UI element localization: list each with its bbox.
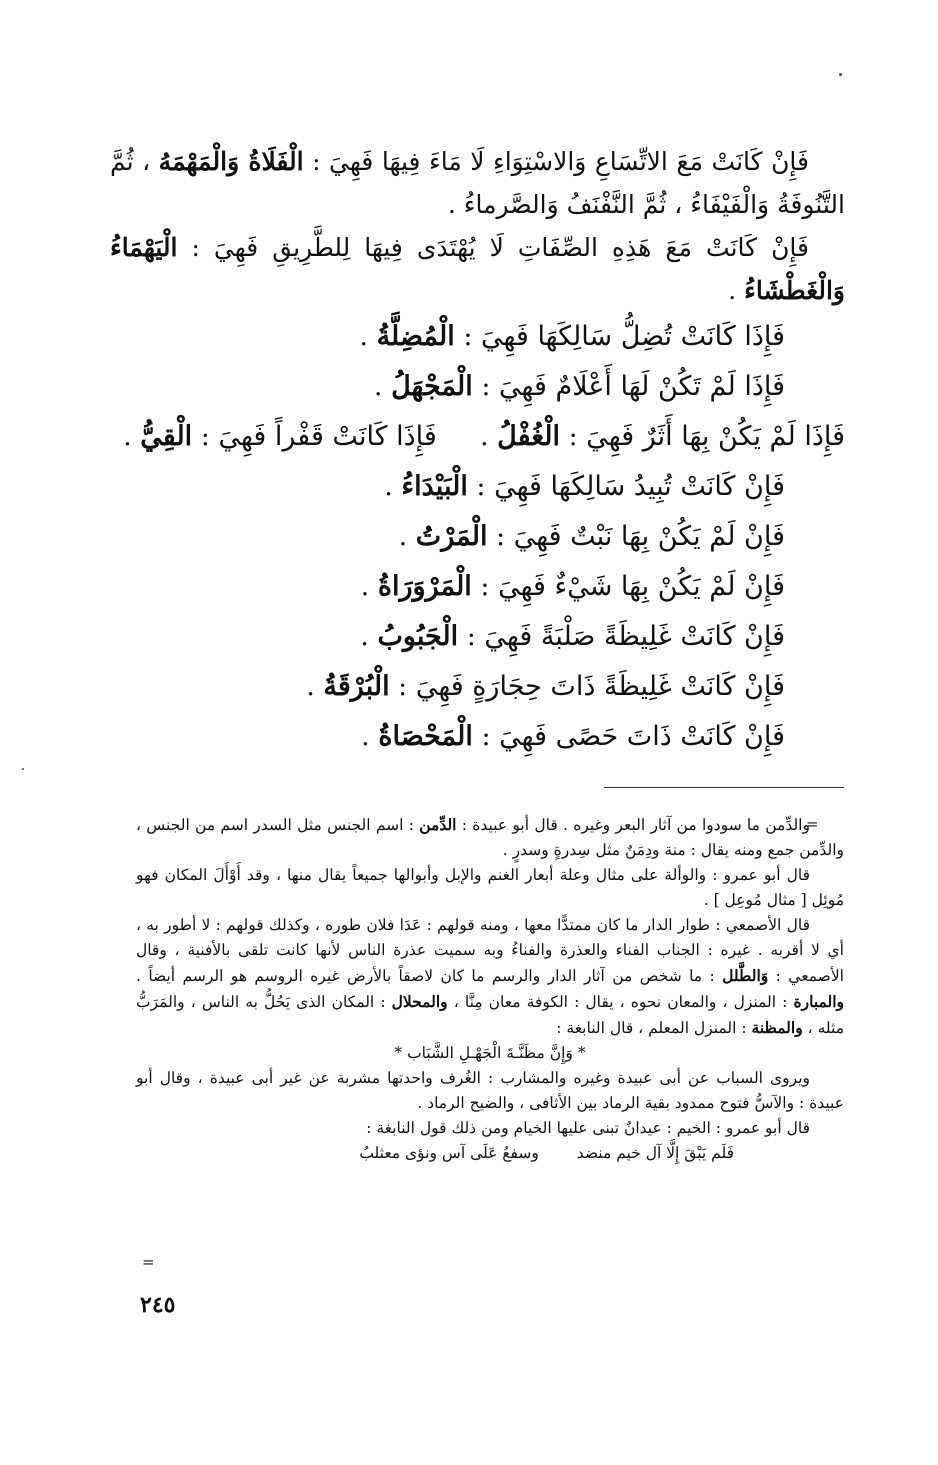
definition-line (110, 362, 845, 412)
definition-line (110, 312, 845, 362)
paragraph (110, 140, 845, 226)
headword: الْمُضِلَّةُ (376, 321, 455, 352)
line-text: فَإِذَا كَانَتْ تُضِلُّ سَالِكَهَا فَهِيَ : (463, 321, 785, 352)
footnote-headword: والمبارة (793, 992, 844, 1011)
definition-list (110, 312, 845, 762)
footnote-text: : ما شخص من آثار الدار والرسم ما كان لاصقاً بالأرض غيره الروسم هو الرسم أيضاً . (136, 967, 715, 985)
paragraph-text: فَإِنْ كَانَتْ مَعَ هَذِهِ الصِّفَاتِ لَا يُهْتَدَى فِيهَا لِلطَّرِيقِ فَهِيَ : (191, 233, 809, 262)
line-end: . (123, 421, 132, 452)
footnote: قال أبو عمرو : والوألة على مثال وعلة أبعار الغنم والإبل وأبوالها جميعاً يقال منها ، وقد أَوْأَلَ المكان فهو مُوئِل [ مثال مُوعِل ] . (136, 866, 844, 909)
headword: الْبُرْقَةُ (323, 671, 390, 702)
definition-line (110, 612, 845, 662)
line-end: . (361, 721, 370, 752)
paragraph (110, 226, 845, 312)
main-text (110, 140, 845, 762)
paragraph-text: . (728, 276, 737, 305)
definition-line (110, 412, 845, 462)
footnote-headword: والمحلال (391, 992, 448, 1011)
line-end: . (360, 621, 369, 652)
scan-speck (839, 73, 842, 76)
footnote-text: والدِّمن ما سودوا من آثار البعر وغيره . قال أبو عبيدة : (461, 816, 810, 834)
verse-hemistich: فَلَم يَبْقَ إِلَّا آل خيم منضد (576, 1144, 734, 1162)
definition-line (110, 462, 845, 512)
continuation-mark: = (142, 1253, 155, 1271)
headword: الْبَيْدَاءُ (401, 471, 468, 502)
headword: الْمَحْصَاةُ (378, 721, 473, 752)
footnote: قال أبو عمرو : الخيم : عيدانٌ تبنى عليها الخيام ومن ذلك قول النابغة : (366, 1119, 810, 1137)
footnote-headword: الدِّمن (419, 815, 457, 834)
line-end: . (398, 521, 408, 552)
footnote-text: قال الأصمعي : طوار الدار ما كان ممتدًّا معها ، ومنه قولهم : عَدَا فلان طوره ، وكذلك قولهم : لا أطور به ، أي لا أقربه . غيره : الجناب الفناء والعذرة والفناءُ وبه سميت عذرة الناس لأنها كانت تلقى بالأفنية ، وقال الأصمعي : (136, 916, 844, 985)
footnote: ويروى السباب عن أبى عبيدة وغيره والمشارب : الغُرف واحدتها مشربة عن غير أبى عبيدة ، وقال أبو عبيدة : والآسُّ فتوح ممدود بقية الرماد بين الأثافى ، والضيح الرماد . (136, 1069, 844, 1112)
headword: الْجَبُوبُ (377, 621, 459, 652)
line-end: . (479, 421, 489, 452)
footnote-headword: والمظنة (751, 1018, 803, 1037)
definition-line (110, 712, 845, 762)
line-end: . (373, 371, 383, 402)
headword: الْقِيُّ (140, 421, 193, 452)
verse-hemistich: وسفعُ عَلَى آس ونؤى معثلبُ (359, 1144, 539, 1162)
definition-line (110, 562, 845, 612)
line-end: . (359, 321, 368, 352)
line-end: . (360, 571, 370, 602)
paragraph-text: ، ثُمَّ التَّنُوفَةُ وَالْفَيْفَاءُ ، ثُمَّ النَّفْنَفُ وَالصَّرماءُ . (110, 147, 845, 219)
line-text: فَإِنْ لَمْ يَكُنْ بِهَا شَيْءٌ فَهِيَ : (480, 571, 785, 602)
line-text: فَإِنْ كَانَتْ ذَاتَ حَصًى فَهِيَ : (481, 721, 785, 752)
footnote-text: : المنزل المعلم ، قال النابغة : (556, 1019, 747, 1037)
line-text: فَإِنْ كَانَتْ تُبِيدُ سَالِكَهَا فَهِيَ : (476, 471, 785, 502)
headword: الْفَلَاةُ وَالْمَهْمَهُ (158, 147, 304, 176)
footnotes (136, 812, 844, 1166)
line-end: . (306, 671, 315, 702)
verse-line: * وَإِنَّ مظَنَّـةَ الْجَهْـلِ الشَّبَاب * (394, 1044, 586, 1062)
headword: الْيَهْمَاءُ وَالْغَطْشَاءُ (110, 233, 845, 305)
definition-line (110, 662, 845, 712)
continuation-mark: = (806, 815, 819, 833)
line-text: فَإِنْ كَانَتْ غَلِيظَةً صَلْبَةً فَهِيَ : (466, 621, 785, 652)
headword: الْغُفْلُ (497, 421, 561, 452)
footnote (136, 812, 844, 863)
headword: الْمَرْتُ (415, 521, 488, 552)
line-text: فَإِنْ كَانَتْ غَلِيظَةً ذَاتَ حِجَارَةٍ فَهِيَ : (398, 671, 785, 702)
definition-line (110, 512, 845, 562)
footnote (136, 913, 844, 1041)
paragraph-text: فَإِنْ كَانَتْ مَعَ الاتِّسَاعِ وَالاسْتِوَاءِ لَا مَاءَ فِيهَا فَهِيَ : (312, 147, 809, 176)
footnote-text: : اسم الجنس مثل السدر اسم من الجنس ، والدِّمن جمع ومنه يقال : منة ودِمَنٌ مثل سِدرةٍ وسدرٍ . (136, 816, 844, 859)
line-text: فَإِذَا لَمْ يَكُنْ بِهَا أَثَرٌ فَهِيَ : (568, 421, 845, 452)
line-text: فَإِذَا لَمْ تَكُنْ لَهَا أَعْلَامٌ فَهِيَ : (481, 371, 785, 402)
headword: الْمَرْوَرَاةُ (377, 571, 472, 602)
footnote-separator (604, 787, 844, 788)
verse-line (136, 1141, 844, 1166)
footnote-headword: وَالطَّلل (722, 966, 769, 985)
line-end: . (384, 471, 393, 502)
footnote-text: : المنزل ، والمعان نحوه ، يقال : الكوفة معان مِنَّا ، (453, 993, 788, 1011)
line-text: فَإِنْ لَمْ يَكُنْ بِهَا نَبْتٌ فَهِيَ : (496, 521, 785, 552)
headword: الْمَجْهَلُ (391, 371, 473, 402)
page-number: ٢٤٥ (140, 1292, 176, 1318)
line-text: فَإِذَا كَانَتْ قَفْراً فَهِيَ : (200, 421, 437, 452)
scan-speck (22, 768, 24, 770)
footnote-text: : المكان الذى يَحُلُّ به الناس ، والمَرَبُّ مثله ، (136, 993, 844, 1037)
